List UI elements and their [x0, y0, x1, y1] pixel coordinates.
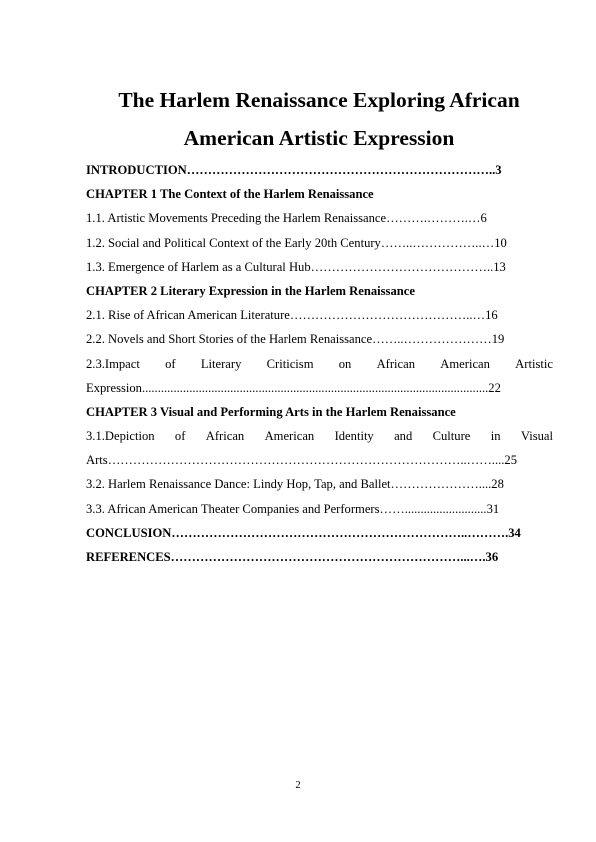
toc-entry-1-2: 1.2. Social and Political Context of the Early 20th Century……..……………..…10 — [86, 235, 507, 250]
toc-word: 3.1.Depiction — [86, 429, 155, 444]
document-title — [85, 81, 553, 157]
toc-entry-introduction: INTRODUCTION………………………………………………………………..3 — [86, 163, 502, 177]
toc-word: American — [264, 429, 315, 444]
toc-entry-3-1-line-2: Arts…………………………………………………………………………..……....25 — [86, 453, 517, 468]
toc-word: African — [205, 429, 245, 444]
toc-word: Visual — [520, 429, 553, 444]
toc-word: 2.3.Impact — [86, 356, 140, 371]
toc-chapter-1-heading: CHAPTER 1 The Context of the Harlem Renaissance — [86, 187, 374, 202]
toc-entry-3-3: 3.3. African American Theater Companies and Performers……..........................31 — [86, 501, 500, 516]
title-line-2: American Artistic Expression — [183, 126, 455, 150]
toc-word: Literary — [200, 356, 242, 371]
toc-word: American — [440, 356, 490, 371]
toc-entry-references: REFERENCES……………………………………………………………...….36 — [86, 550, 499, 564]
toc-entry-2-1: 2.1. Rise of African American Literature……………………………………..…16 — [86, 308, 498, 323]
toc-word: Culture — [432, 429, 471, 444]
toc-word: and — [394, 429, 413, 444]
toc-entry-1-1: 1.1. Artistic Movements Preceding the Harlem Renaissance……….……….…6 — [86, 211, 487, 226]
toc-entry-2-3-line-2: Expression..............................................................................................................22 — [86, 380, 501, 395]
table-of-contents — [86, 158, 553, 569]
toc-entry-3-2: 3.2. Harlem Renaissance Dance: Lindy Hop, Tap, and Ballet…………………....28 — [86, 477, 504, 492]
title-line-1: The Harlem Renaissance Exploring African — [118, 88, 520, 112]
toc-word: African — [376, 356, 416, 371]
toc-entry-1-3: 1.3. Emergence of Harlem as a Cultural Hub……………………………………..13 — [86, 259, 506, 274]
page-number: 2 — [295, 780, 301, 791]
toc-entry-3-1-line-1 — [86, 424, 553, 448]
toc-word: Identity — [334, 429, 374, 444]
toc-word: on — [338, 356, 352, 371]
toc-word: Artistic — [515, 356, 553, 371]
toc-entry-conclusion: CONCLUSION……………………………………………………………..……….34 — [86, 525, 521, 540]
toc-entry-2-2: 2.2. Novels and Short Stories of the Harlem Renaissance……..…………………19 — [86, 332, 505, 347]
toc-word: of — [165, 356, 176, 371]
toc-chapter-3-heading: CHAPTER 3 Visual and Performing Arts in the Harlem Renaissance — [86, 404, 456, 419]
toc-entry-2-3-line-1 — [86, 352, 553, 376]
toc-word: Criticism — [266, 356, 314, 371]
toc-chapter-2-heading: CHAPTER 2 Literary Expression in the Harlem Renaissance — [86, 283, 415, 298]
toc-word: of — [174, 429, 186, 444]
toc-word: in — [490, 429, 501, 444]
